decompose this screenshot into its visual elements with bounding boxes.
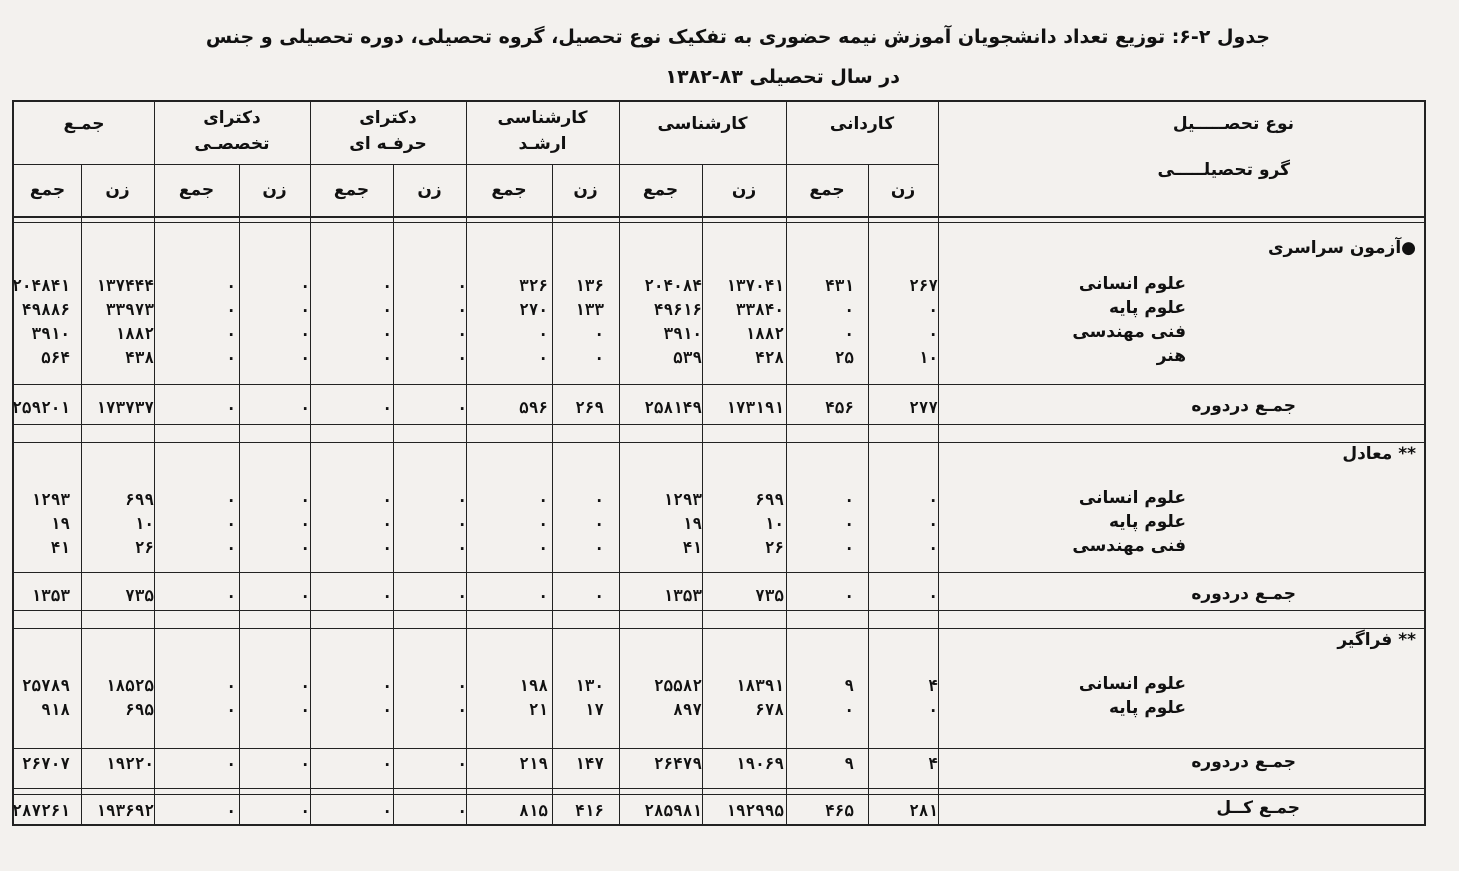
column-divider xyxy=(81,164,82,824)
grand-total-row-cell: ۰ xyxy=(382,801,392,820)
row-label: علوم پایه xyxy=(1108,698,1186,718)
section-total-row-cell: ۰ xyxy=(457,754,467,773)
column-divider xyxy=(393,164,394,824)
level-header-takhasosi: دکترای xyxy=(203,108,261,128)
data-row-cell: ۰ xyxy=(928,700,938,719)
sub-header-total: جمع xyxy=(333,180,370,200)
grand-total-row-cell: ۱۹۲۹۹۵ xyxy=(726,801,784,820)
data-row-cell: ۰ xyxy=(382,490,392,509)
data-row-cell: ۰ xyxy=(300,514,310,533)
data-row-cell: ۴ xyxy=(928,676,938,695)
data-row-cell: ۰ xyxy=(844,538,854,557)
section-total-row-cell: ۷۳۵ xyxy=(125,586,154,605)
data-row-cell: ۰ xyxy=(226,490,236,509)
section-total-row-cell: ۲۵۸۱۴۹ xyxy=(644,398,702,417)
sub-header-total: جمع xyxy=(642,180,679,200)
data-row-cell: ۱۰ xyxy=(134,514,154,533)
data-row-cell: ۲۵۷۸۹ xyxy=(21,676,70,695)
column-divider xyxy=(868,164,869,824)
section-total-row-cell: ۰ xyxy=(300,398,310,417)
sub-header-female: زن xyxy=(890,180,916,200)
data-row-cell: ۰ xyxy=(457,348,467,367)
section-separator-line xyxy=(14,628,1424,629)
grand-total-row-cell: ۴۶۵ xyxy=(825,801,854,820)
section-total-row-cell: ۲۶۴۷۹ xyxy=(653,754,702,773)
corner-label-type: نوع تحصـــــیل xyxy=(1172,114,1294,134)
data-row-cell: ۰ xyxy=(382,700,392,719)
data-row-cell: ۳۳۸۴۰ xyxy=(735,300,784,319)
section-total-row-cell: ۱۹۰۶۹ xyxy=(735,754,784,773)
data-row-cell: ۸۹۷ xyxy=(673,700,702,719)
data-row-cell: ۰ xyxy=(226,538,236,557)
data-row-cell: ۱۹ xyxy=(50,514,70,533)
row-label: علوم انسانی xyxy=(1078,274,1186,294)
section-total-row-cell: ۱۳۵۳ xyxy=(31,586,70,605)
row-label: علوم انسانی xyxy=(1078,488,1186,508)
section-total-label: جمـع دردوره xyxy=(1191,752,1296,772)
data-row-cell: ۲۶ xyxy=(134,538,154,557)
header-double-line xyxy=(14,222,1424,223)
data-row-cell: ۰ xyxy=(300,276,310,295)
data-row-cell: ۰ xyxy=(382,676,392,695)
data-row-cell: ۲۰۴۸۴۱ xyxy=(12,276,70,295)
data-row-cell: ۵۶۴ xyxy=(41,348,70,367)
data-row-cell: ۶۹۵ xyxy=(125,700,154,719)
data-row-cell: ۰ xyxy=(226,514,236,533)
data-row-cell: ۰ xyxy=(594,514,604,533)
section-total-row-cell: ۰ xyxy=(226,754,236,773)
data-row-cell: ۰ xyxy=(538,538,548,557)
section-total-top-line xyxy=(14,572,1424,573)
data-row-cell: ۳۲۶ xyxy=(519,276,548,295)
data-row-cell: ۳۳۹۷۳ xyxy=(105,300,154,319)
row-label: فنی مهندسی xyxy=(1072,322,1186,342)
data-row-cell: ۰ xyxy=(300,676,310,695)
data-row-cell: ۰ xyxy=(382,348,392,367)
data-row-cell: ۰ xyxy=(300,348,310,367)
column-divider xyxy=(154,102,155,824)
column-divider xyxy=(786,102,787,824)
data-row-cell: ۰ xyxy=(300,700,310,719)
row-label: علوم پایه xyxy=(1108,298,1186,318)
level-header-herfei: دکترای xyxy=(359,108,417,128)
data-row-cell: ۰ xyxy=(538,348,548,367)
data-row-cell: ۰ xyxy=(382,300,392,319)
data-row-cell: ۰ xyxy=(226,700,236,719)
data-row-cell: ۱۸۸۲ xyxy=(115,324,154,343)
row-label: هنر xyxy=(1156,346,1186,366)
data-row-cell: ۴۳۱ xyxy=(825,276,854,295)
sub-header-female: زن xyxy=(417,180,442,200)
data-row-cell: ۰ xyxy=(226,300,236,319)
section-total-bottom-line xyxy=(14,788,1424,789)
data-row-cell: ۲۶ xyxy=(764,538,784,557)
data-row-cell: ۱۳۳ xyxy=(575,300,604,319)
data-row-cell: ۹ xyxy=(844,676,854,695)
data-row-cell: ۲۰۴۰۸۴ xyxy=(644,276,702,295)
section-total-bottom-line xyxy=(14,610,1424,611)
sub-header-female: زن xyxy=(573,180,598,200)
data-row-cell: ۰ xyxy=(457,676,467,695)
level-header-herfei: حرفـه ای xyxy=(349,134,427,154)
section-total-row-cell: ۰ xyxy=(300,586,310,605)
data-row-cell: ۲۱ xyxy=(528,700,548,719)
sub-header-total: جمع xyxy=(29,180,66,200)
section-total-row-cell: ۱۷۳۷۳۷ xyxy=(96,398,154,417)
data-row-cell: ۹۱۸ xyxy=(41,700,70,719)
section-total-row-cell: ۱۹۲۲۰ xyxy=(105,754,154,773)
data-row-cell: ۱۰ xyxy=(918,348,938,367)
row-label: فنی مهندسی xyxy=(1072,536,1186,556)
section-total-row-cell: ۲۱۹ xyxy=(519,754,548,773)
level-header-arshad: کارشناسی xyxy=(497,108,588,128)
data-row-cell: ۴۹۸۸۶ xyxy=(21,300,70,319)
section-heading: ** فراگیر xyxy=(1337,630,1416,650)
data-row-cell: ۰ xyxy=(226,676,236,695)
level-header-karshenasi: کارشناسی xyxy=(657,114,748,134)
section-total-row-cell: ۰ xyxy=(382,586,392,605)
data-row-cell: ۴۳۸ xyxy=(125,348,154,367)
data-row-cell: ۰ xyxy=(928,514,938,533)
data-row-cell: ۰ xyxy=(538,490,548,509)
row-label: علوم پایه xyxy=(1108,512,1186,532)
data-row-cell: ۰ xyxy=(457,514,467,533)
data-row-cell: ۰ xyxy=(538,324,548,343)
data-row-cell: ۰ xyxy=(382,276,392,295)
section-separator-line xyxy=(14,442,1424,443)
data-row-cell: ۵۳۹ xyxy=(673,348,702,367)
sub-header-total: جمع xyxy=(491,180,527,200)
corner-label-group: گرو تحصیلـــــی xyxy=(1157,160,1290,180)
data-row-cell: ۱۰ xyxy=(764,514,784,533)
table-title: جدول ۲-۶: توزیع تعداد دانشجویان آموزش نیمه حضوری به تفکیک نوع تحصیل، گروه تحصیلی، دوره تحصیلی و جنس xyxy=(205,26,1270,48)
data-row-cell: ۰ xyxy=(226,348,236,367)
data-row-cell: ۱۲۹۳ xyxy=(663,490,702,509)
section-total-row-cell: ۴۵۶ xyxy=(825,398,854,417)
column-divider xyxy=(938,102,939,824)
data-row-cell: ۰ xyxy=(928,538,938,557)
data-row-cell: ۰ xyxy=(844,300,854,319)
grand-total-row-cell: ۲۸۵۹۸۱ xyxy=(644,801,702,820)
data-row-cell: ۰ xyxy=(457,490,467,509)
column-divider xyxy=(619,102,620,824)
header-sub-line xyxy=(14,164,938,165)
data-row-cell: ۰ xyxy=(382,538,392,557)
grand-total-row-cell: ۰ xyxy=(226,801,236,820)
section-total-label: جمـع دردوره xyxy=(1191,396,1296,416)
section-total-row-cell: ۰ xyxy=(226,398,236,417)
column-divider xyxy=(702,164,703,824)
data-row-cell: ۰ xyxy=(457,700,467,719)
grand-total-row-cell: ۲۸۱ xyxy=(909,801,938,820)
sub-header-female: زن xyxy=(105,180,130,200)
grand-total-row-cell: ۸۱۵ xyxy=(519,801,548,820)
data-row-cell: ۱۳۷۰۴۱ xyxy=(726,276,784,295)
section-total-row-cell: ۱۳۵۳ xyxy=(663,586,702,605)
data-row-cell: ۰ xyxy=(457,276,467,295)
data-row-cell: ۰ xyxy=(538,514,548,533)
section-total-row-cell: ۰ xyxy=(382,754,392,773)
data-row-cell: ۰ xyxy=(844,514,854,533)
table-subtitle: در سال تحصیلی ۸۳-۱۳۸۲ xyxy=(665,66,900,88)
data-row-cell: ۲۵ xyxy=(834,348,854,367)
data-row-cell: ۰ xyxy=(300,324,310,343)
data-row-cell: ۰ xyxy=(457,538,467,557)
section-total-top-line xyxy=(14,748,1424,749)
section-total-row-cell: ۰ xyxy=(538,586,548,605)
statistics-table xyxy=(12,100,1426,826)
sub-header-female: زن xyxy=(731,180,757,200)
data-row-cell: ۴۱ xyxy=(682,538,702,557)
data-row-cell: ۰ xyxy=(300,300,310,319)
level-header-takhasosi: تخصصـی xyxy=(194,134,270,154)
grand-total-row-cell: ۰ xyxy=(457,801,467,820)
data-row-cell: ۴۲۸ xyxy=(755,348,784,367)
section-total-row-cell: ۰ xyxy=(844,586,854,605)
data-row-cell: ۰ xyxy=(594,490,604,509)
section-total-row-cell: ۲۷۷ xyxy=(909,398,938,417)
data-row-cell: ۰ xyxy=(594,348,604,367)
section-total-row-cell: ۲۶۹ xyxy=(575,398,604,417)
data-row-cell: ۱۷ xyxy=(584,700,604,719)
data-row-cell: ۶۹۹ xyxy=(755,490,784,509)
data-row-cell: ۰ xyxy=(226,276,236,295)
grand-total-row-cell: ۲۸۷۲۶۱ xyxy=(12,801,70,820)
data-row-cell: ۱۸۸۲ xyxy=(745,324,784,343)
data-row-cell: ۴۹۶۱۶ xyxy=(653,300,702,319)
section-heading: ** معادل xyxy=(1342,444,1416,464)
data-row-cell: ۰ xyxy=(300,490,310,509)
data-row-cell: ۰ xyxy=(226,324,236,343)
section-total-row-cell: ۵۹۶ xyxy=(519,398,548,417)
row-label: علوم انسانی xyxy=(1078,674,1186,694)
grand-total-row-cell: ۰ xyxy=(300,801,310,820)
section-total-row-cell: ۰ xyxy=(457,586,467,605)
header-bottom-line xyxy=(14,216,1424,218)
data-row-cell: ۱۳۰ xyxy=(575,676,604,695)
section-total-row-cell: ۲۶۷۰۷ xyxy=(21,754,70,773)
sub-header-female: زن xyxy=(262,180,287,200)
grand-total-row-cell: ۱۹۳۶۹۲ xyxy=(96,801,154,820)
data-row-cell: ۱۳۶ xyxy=(575,276,604,295)
data-row-cell: ۱۸۵۲۵ xyxy=(105,676,154,695)
data-row-cell: ۰ xyxy=(928,324,938,343)
data-row-cell: ۰ xyxy=(382,514,392,533)
section-total-top-line xyxy=(14,384,1424,385)
section-heading: ●آزمون سراسری xyxy=(1267,238,1416,258)
data-row-cell: ۲۶۷ xyxy=(909,276,938,295)
sub-header-total: جمع xyxy=(178,180,215,200)
section-total-row-cell: ۴ xyxy=(928,754,938,773)
section-total-label: جمـع دردوره xyxy=(1191,584,1296,604)
section-total-row-cell: ۷۳۵ xyxy=(755,586,784,605)
data-row-cell: ۰ xyxy=(457,300,467,319)
data-row-cell: ۳۹۱۰ xyxy=(31,324,70,343)
data-row-cell: ۱۹ xyxy=(682,514,702,533)
data-row-cell: ۱۹۸ xyxy=(519,676,548,695)
column-divider xyxy=(239,164,240,824)
section-total-row-cell: ۹ xyxy=(844,754,854,773)
section-total-bottom-line xyxy=(14,424,1424,425)
data-row-cell: ۰ xyxy=(457,324,467,343)
data-row-cell: ۳۹۱۰ xyxy=(663,324,702,343)
data-row-cell: ۰ xyxy=(928,490,938,509)
data-row-cell: ۰ xyxy=(844,324,854,343)
column-divider xyxy=(310,102,311,824)
data-row-cell: ۲۷۰ xyxy=(519,300,548,319)
sub-header-total: جمع xyxy=(809,180,845,200)
section-total-row-cell: ۱۴۷ xyxy=(575,754,604,773)
level-header-arshad: ارشـد xyxy=(518,134,567,154)
section-total-row-cell: ۲۵۹۲۰۱ xyxy=(12,398,70,417)
data-row-cell: ۰ xyxy=(300,538,310,557)
data-row-cell: ۱۳۷۴۴۴ xyxy=(96,276,154,295)
data-row-cell: ۱۸۳۹۱ xyxy=(735,676,784,695)
section-total-row-cell: ۰ xyxy=(300,754,310,773)
section-total-row-cell: ۱۷۳۱۹۱ xyxy=(726,398,784,417)
section-total-row-cell: ۰ xyxy=(594,586,604,605)
data-row-cell: ۲۵۵۸۲ xyxy=(653,676,702,695)
grand-total-line xyxy=(14,794,1424,795)
data-row-cell: ۰ xyxy=(844,700,854,719)
data-row-cell: ۰ xyxy=(382,324,392,343)
data-row-cell: ۱۲۹۳ xyxy=(31,490,70,509)
data-row-cell: ۰ xyxy=(594,538,604,557)
data-row-cell: ۴۱ xyxy=(50,538,70,557)
grand-total-label: جمـع کــل xyxy=(1216,798,1300,818)
data-row-cell: ۶۹۹ xyxy=(125,490,154,509)
data-row-cell: ۰ xyxy=(844,490,854,509)
data-row-cell: ۶۷۸ xyxy=(755,700,784,719)
column-divider xyxy=(552,164,553,824)
section-total-row-cell: ۰ xyxy=(457,398,467,417)
level-header-total: جمـع xyxy=(63,114,105,134)
data-row-cell: ۰ xyxy=(928,300,938,319)
grand-total-row-cell: ۴۱۶ xyxy=(575,801,604,820)
section-total-row-cell: ۰ xyxy=(226,586,236,605)
section-total-row-cell: ۰ xyxy=(928,586,938,605)
level-header-kardani: کاردانی xyxy=(829,114,895,134)
section-total-row-cell: ۰ xyxy=(382,398,392,417)
data-row-cell: ۰ xyxy=(594,324,604,343)
